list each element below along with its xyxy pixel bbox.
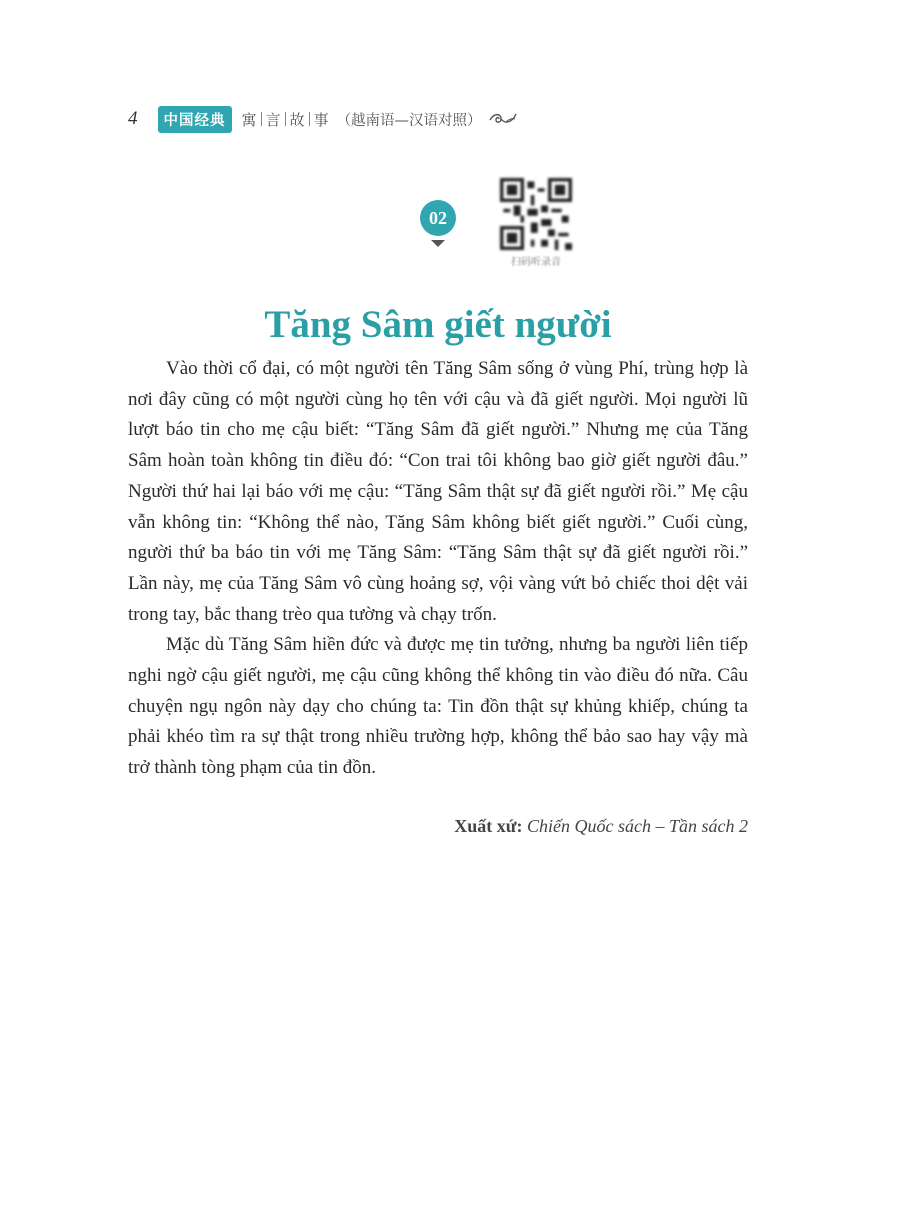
source-citation	[454, 816, 748, 837]
series-title-char: 言	[265, 110, 281, 129]
story-body	[128, 354, 748, 784]
series-title	[238, 109, 333, 130]
chapter-arrow-icon	[431, 240, 445, 247]
story-title: Tăng Sâm giết người	[264, 303, 612, 347]
series-badge: 中国经典	[158, 106, 232, 133]
qr-code-icon[interactable]	[500, 178, 572, 250]
series-subtitle: （越南语—汉语对照）	[336, 112, 482, 129]
series-title-char: 事	[313, 110, 329, 129]
series-title-char: 寓	[241, 110, 257, 129]
qr-caption: 扫码听录音	[511, 257, 561, 268]
swirl-ornament-icon	[488, 110, 518, 128]
paragraph: Mặc dù Tăng Sâm hiền đức và được mẹ tin tưởng, nhưng ba người liên tiếp nghi ngờ cậu giết người, mẹ cậu cũng không thể không tin vào điều đó nữa. Câu chuyện ngụ ngôn này dạy cho chúng ta: Tin đồn thật sự khủng khiếp, chúng ta phải khéo tìm ra sự thật trong nhiều trường hợp, không thể bảo sao hay vậy mà trở thành tòng phạm của tin đồn.	[128, 634, 748, 779]
paragraph: Vào thời cổ đại, có một người tên Tăng Sâm sống ở vùng Phí, trùng hợp là nơi đây cũng có một người cùng họ tên với cậu và đã giết người. Mọi người lũ lượt báo tin cho mẹ cậu biết: “Tăng Sâm đã giết người.” Nhưng mẹ của Tăng Sâm hoàn toàn không tin điều đó: “Con trai tôi không bao giờ giết người đâu.” Người thứ hai lại báo với mẹ cậu: “Tăng Sâm thật sự đã giết người rồi.” Mẹ cậu vẫn không tin: “Không thể nào, Tăng Sâm không biết giết người.” Cuối cùng, người thứ ba báo tin với mẹ Tăng Sâm: “Tăng Sâm thật sự đã giết người rồi.” Lần này, mẹ của Tăng Sâm vô cùng hoảng sợ, vội vàng vứt bỏ chiếc thoi dệt vải trong tay, bắc thang trèo qua tường và chạy trốn.	[128, 358, 748, 625]
source-value: Chiến Quốc sách – Tần sách 2	[527, 816, 748, 836]
source-label: Xuất xứ:	[454, 816, 523, 836]
chapter-number-badge: 02	[420, 200, 456, 236]
series-title-char: 故	[289, 110, 305, 129]
running-header	[128, 104, 518, 134]
page-number: 4	[128, 108, 138, 129]
